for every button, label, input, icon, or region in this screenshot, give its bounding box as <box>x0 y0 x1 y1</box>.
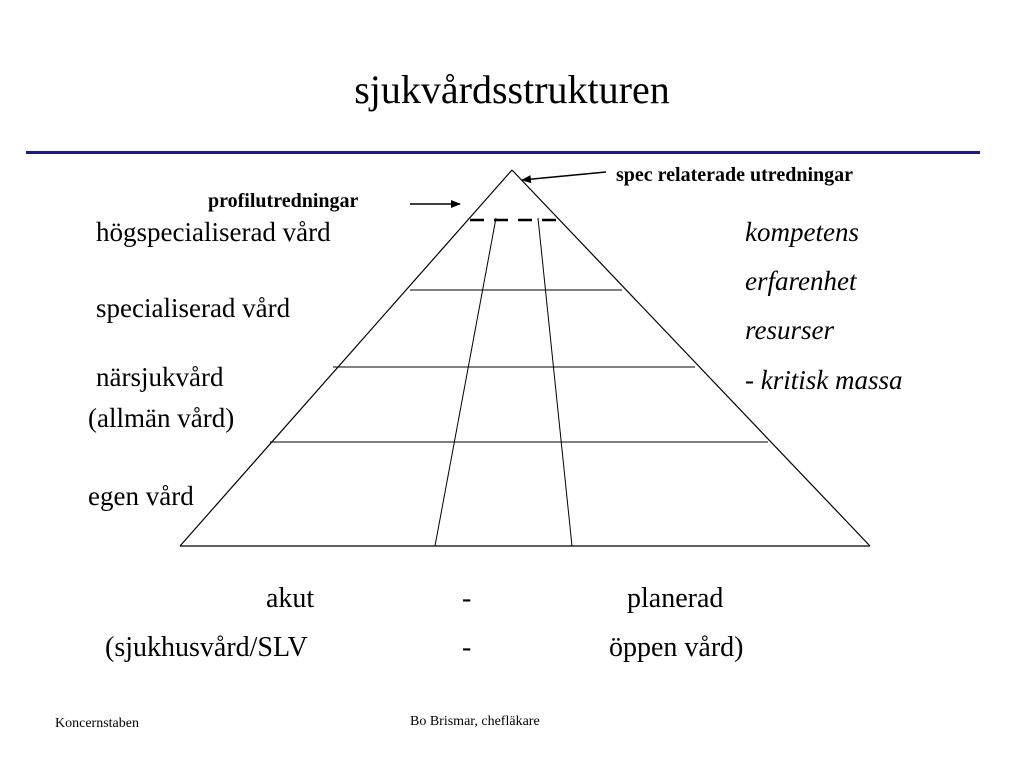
right-item-dash: - <box>745 365 761 395</box>
bottom-oppen-vard: öppen vård) <box>609 632 744 663</box>
right-item-kompetens: kompetens <box>745 217 859 247</box>
bottom-sjukhusvard: (sjukhusvård/SLV <box>105 632 308 663</box>
footer-left: Koncernstaben <box>55 716 139 731</box>
bottom-akut: akut <box>266 583 315 614</box>
footer-center: Bo Brismar, chefläkare <box>410 714 540 729</box>
right-item-resurser: resurser <box>745 315 835 345</box>
right-item-kritisk-massa <box>745 365 903 396</box>
column-divider-right <box>538 218 572 546</box>
level-label-narsjukvard: närsjukvård <box>96 362 224 392</box>
page-title: sjukvårdsstrukturen <box>354 67 670 112</box>
right-item-erfarenhet: erfarenhet <box>745 266 857 296</box>
arrow-spec-relaterade <box>522 172 606 180</box>
level-label-egen-vard: egen vård <box>88 481 194 511</box>
right-item-kritisk-massa-text: kritisk massa <box>760 365 903 395</box>
bottom-dash-1: - <box>462 583 472 614</box>
annotation-profilutredningar: profilutredningar <box>208 190 359 212</box>
level-label-hogspecialiserad: högspecialiserad vård <box>96 217 331 247</box>
level-label-specialiserad: specialiserad vård <box>96 293 291 323</box>
bottom-dash-2: - <box>462 632 472 663</box>
bottom-planerad: planerad <box>627 583 724 614</box>
annotation-spec-relaterade: spec relaterade utredningar <box>616 164 854 186</box>
level-label-allman: (allmän vård) <box>88 403 235 433</box>
column-divider-left <box>435 218 496 546</box>
